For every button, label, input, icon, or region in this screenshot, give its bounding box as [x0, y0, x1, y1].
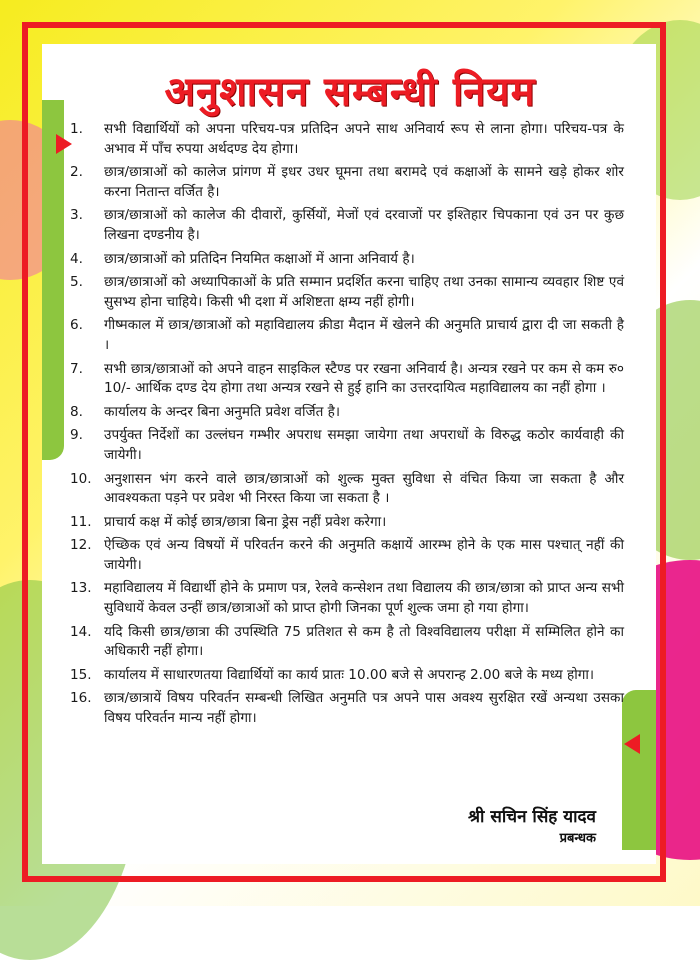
rule-text: प्राचार्य कक्ष में कोई छात्र/छात्रा बिना ड्रेस नहीं प्रवेश करेगा। [104, 513, 387, 530]
rule-text: छात्र/छात्रायें विषय परिवर्तन सम्बन्धी लिखित अनुमति पत्र अपने पास अवश्य सुरक्षित रखें अन्यथा उसका विषय परिवर्तन मान्य नहीं होगा। [104, 690, 624, 727]
rule-text: कार्यालय में साधारणतया विद्यार्थियों का कार्य प्रातः 10.00 बजे से अपरान्ह 2.00 बजे के मध्य होगा। [104, 666, 595, 683]
rule-number: 15. [70, 666, 92, 683]
rule-text: कार्यालय के अन्दर बिना अनुमति प्रवेश वर्जित है। [104, 403, 341, 420]
rule-number: 2. [70, 164, 83, 181]
rule-text: गीष्मकाल में छात्र/छात्राओं को महाविद्यालय क्रीडा मैदान में खेलने की अनुमति प्राचार्य द्वारा दी जा सकती है । [104, 317, 624, 353]
rule-item [64, 273, 624, 312]
rule-item [64, 623, 624, 662]
signatory-designation: प्रबन्धक [559, 831, 596, 846]
rule-text: सभी विद्यार्थियों को अपना परिचय-पत्र प्रतिदिन अपने साथ अनिवार्य रूप से लाना होगा। परिचय-पत्र के अभाव में पाँच रुपया अर्थदण्ड देय होगा। [104, 121, 624, 157]
rule-number: 7. [70, 360, 83, 377]
rule-item [64, 426, 624, 465]
rule-text: उपर्युक्त निर्देशों का उल्लंघन गम्भीर अपराध समझा जायेगा तथा अपराधों के विरुद्ध कठोर कार्यवाही की जायेगी। [104, 427, 624, 463]
rule-text: अनुशासन भंग करने वाले छात्र/छात्राओं को शुल्क मुक्त सुविधा से वंचित किया जा सकता है और आवश्यकता पड़ने पर प्रवेश भी निरस्त किया जा सकता है । [104, 470, 624, 507]
rule-number: 16. [70, 690, 92, 707]
rule-number: 10. [70, 470, 92, 487]
rule-text: यदि किसी छात्र/छात्रा की उपस्थिति 75 प्रतिशत से कम है तो विश्वविद्यालय परीक्षा में सम्मिलित होने का अधिकारी नहीं होगा। [104, 623, 624, 660]
page-title: अनुशासन सम्बन्धी नियम [164, 69, 536, 115]
rule-item [64, 360, 624, 399]
rule-number: 5. [70, 274, 83, 291]
arrow-left-icon [624, 734, 640, 754]
rule-item [64, 206, 624, 245]
rule-item [64, 579, 624, 618]
rule-item [64, 163, 624, 202]
rule-item [64, 666, 624, 686]
right-accent-bar [622, 690, 656, 850]
rule-item [64, 689, 624, 728]
rule-number: 12. [70, 537, 92, 554]
rule-text: छात्र/छात्राओं को कालेज प्रांगण में इधर उधर घूमना तथा बरामदे एवं कक्षाओं के सामने खड़े होकर शोर करना नितान्त वर्जित है। [104, 164, 624, 200]
rule-number: 8. [70, 403, 83, 420]
rule-number: 13. [70, 580, 92, 597]
rule-item [64, 513, 624, 533]
rule-text: छात्र/छात्राओं को प्रतिदिन नियमित कक्षाओं में आना अनिवार्य है। [104, 250, 415, 267]
rule-number: 9. [70, 427, 83, 444]
rule-item [64, 536, 624, 575]
rule-number: 3. [70, 207, 83, 224]
left-accent-bar [42, 100, 64, 460]
rule-text: ऐच्छिक एवं अन्य विषयों में परिवर्तन करने की अनुमति कक्षायें आरम्भ होने के एक मास पश्चात् नहीं की जायेगी। [104, 537, 624, 573]
rule-number: 4. [70, 250, 83, 267]
rule-number: 6. [70, 317, 83, 334]
rule-number: 1. [70, 121, 83, 137]
rule-text: सभी छात्र/छात्राओं को अपने वाहन साइकिल स्टैण्ड पर रखना अनिवार्य है। अन्यत्र रखने पर कम से कम रु० 10/- आर्थिक दण्ड देय होगा तथा अन्यत्र रखने से हुई हानि का उत्तरदायित्व महाविद्यालय का नहीं होगा । [104, 360, 624, 397]
rule-item [64, 250, 624, 270]
signatory-name: श्री सचिन सिंह यादव [468, 807, 596, 827]
rule-item [64, 470, 624, 509]
rule-text: छात्र/छात्राओं को कालेज की दीवारों, कुर्सियों, मेजों एवं दरवाजों पर इश्तिहार चिपकाना एवं उन पर कुछ लिखना दण्डनीय है। [104, 207, 624, 243]
rule-item [64, 120, 624, 159]
rule-item [64, 316, 624, 355]
rule-text: महाविद्यालय में विद्यार्थी होने के प्रमाण पत्र, रेलवे कन्सेशन तथा विद्यालय की छात्र/छात्रा को प्राप्त अन्य सभी सुविधायें केवल उन्हीं छात्र/छात्राओं को प्राप्त होगी जिनका पूर्ण शुल्क जमा हो गया होगा। [104, 580, 624, 617]
rules-list [64, 120, 624, 733]
rule-item [64, 403, 624, 423]
rule-number: 11. [70, 513, 92, 530]
rule-number: 14. [70, 623, 92, 640]
rule-text: छात्र/छात्राओं को अध्यापिकाओं के प्रति सम्मान प्रदर्शित करना चाहिए तथा उनका सामान्य व्यवहार शिष्ट एवं सुसभ्य होना चाहिये। किसी भी दशा में अशिष्टता क्षम्य नहीं होगी। [104, 274, 624, 310]
